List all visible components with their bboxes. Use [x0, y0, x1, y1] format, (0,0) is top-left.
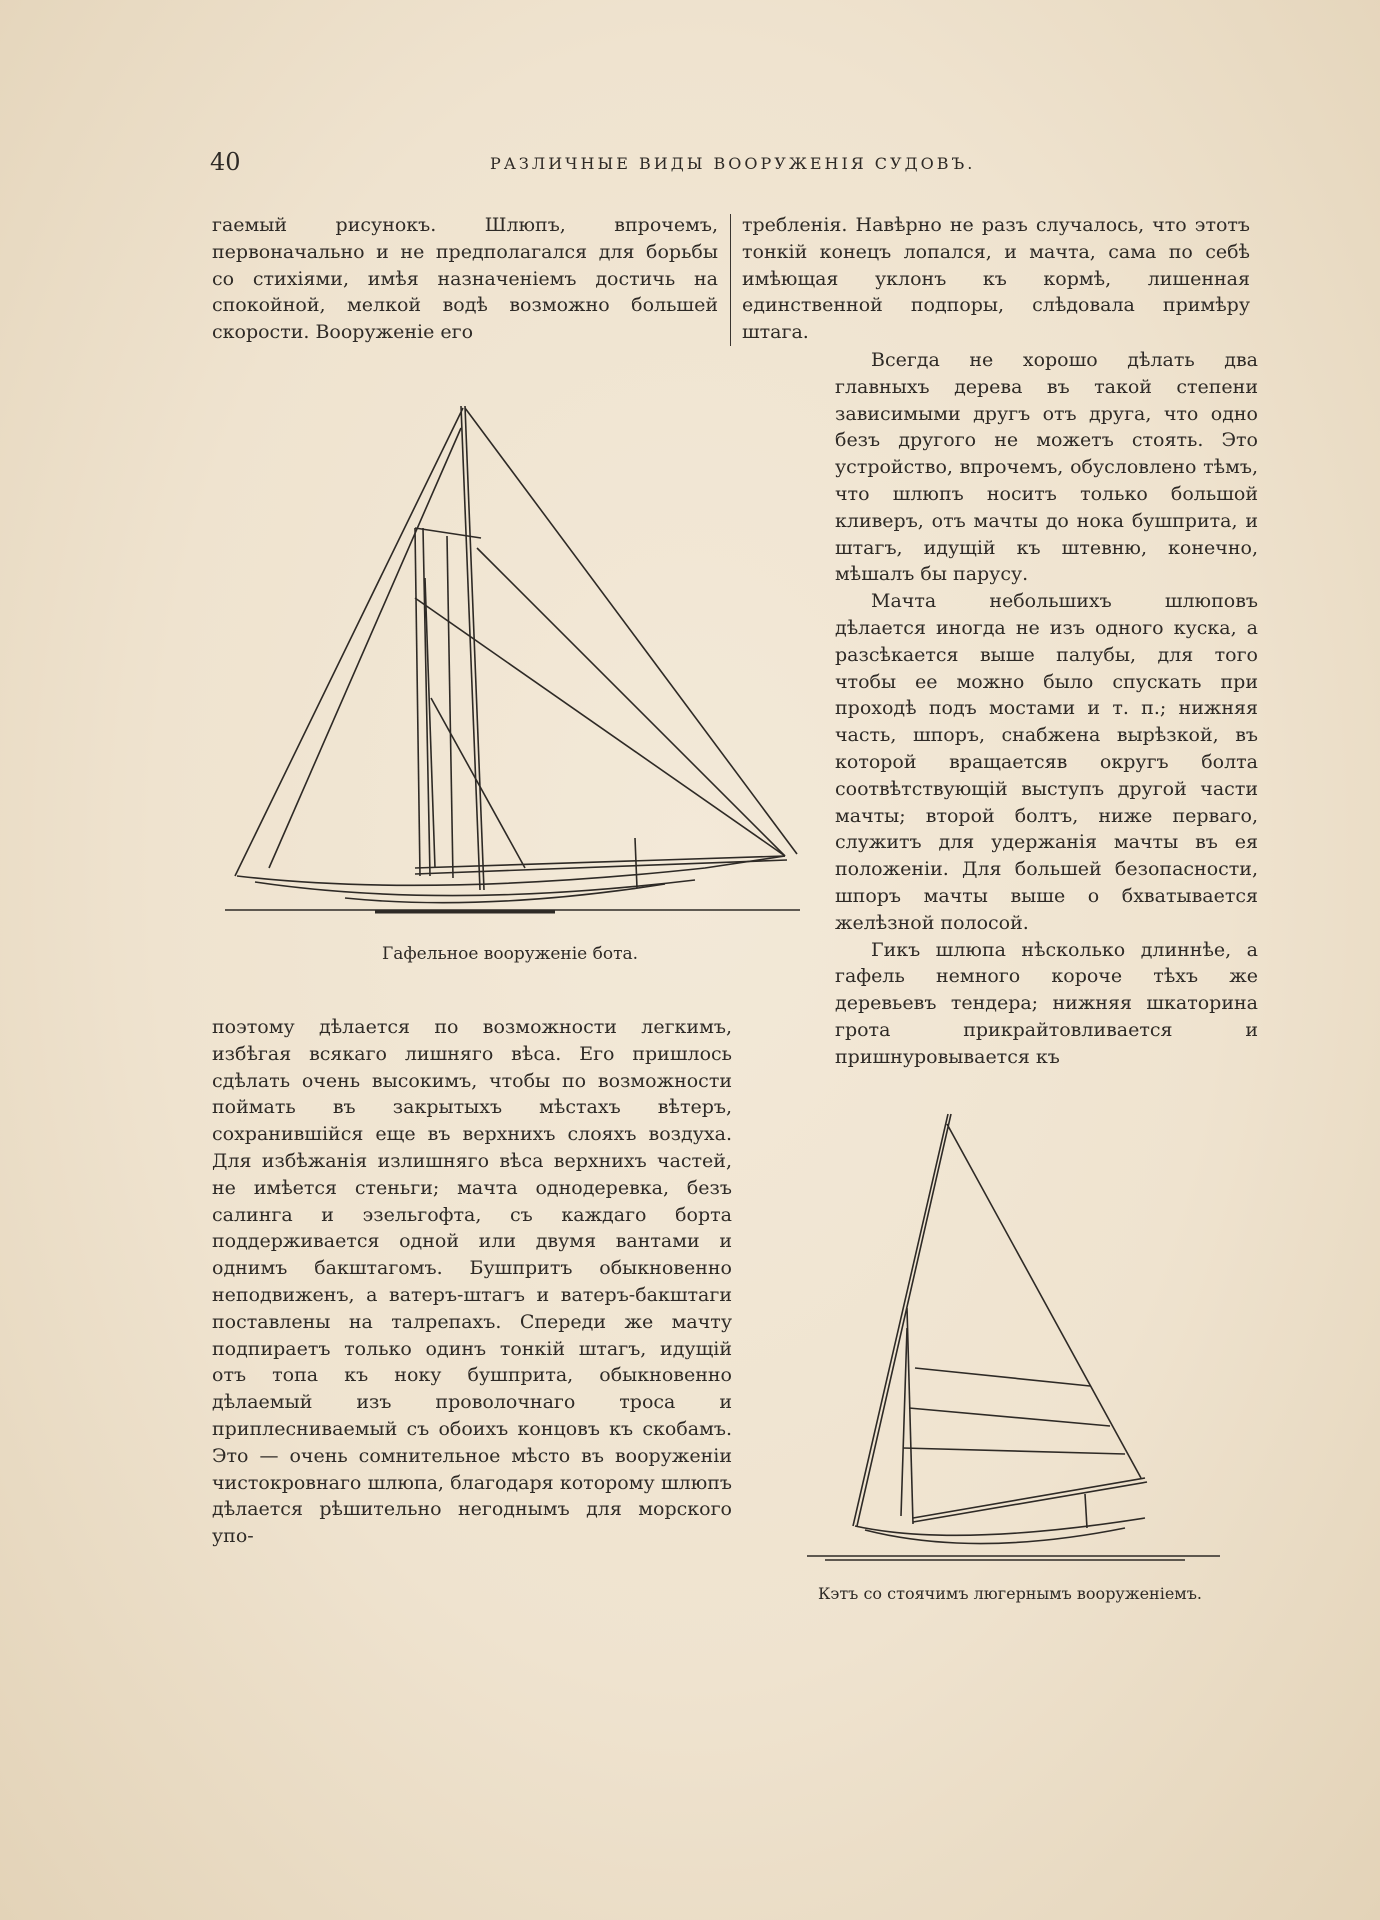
paragraph: Всегда не хорошо дѣлать два главныхъ дерева въ такой степени зависимыми другъ отъ друга, что одно безъ другого не можетъ стоять. Это устройство, впрочемъ, обусловлено тѣмъ, что шлюпъ носитъ только большой кливеръ, отъ мачты до нока бушприта, и штагъ, идущій къ штевню, конечно, мѣшалъ бы парусу. — [835, 349, 1258, 586]
figure-cat-boat — [805, 1108, 1225, 1578]
catboat-illustration — [805, 1108, 1225, 1578]
page-header — [210, 148, 1260, 188]
figure-gaff-rig — [225, 398, 805, 918]
paragraph: гаемый рисунокъ. Шлюпъ, впрочемъ, первоначально и не предполагался для борьбы со стихіями, имѣя назначеніемъ достичь на спокойной, мелкой водѣ возможно большей скорости. Вооруженіе его — [212, 214, 718, 344]
right-column-top — [742, 212, 1250, 346]
right-column-mid — [835, 347, 1258, 1071]
figure-caption-1: Гафельное вооруженіе бота. — [381, 944, 639, 964]
left-column-bottom — [212, 1014, 732, 1550]
figure-caption-2: Кэтъ со стоячимъ люгернымъ вооруженіемъ. — [817, 1584, 1202, 1603]
running-title: РАЗЛИЧНЫЕ ВИДЫ ВООРУЖЕНІЯ СУДОВЪ. — [490, 154, 976, 173]
column-divider — [730, 214, 731, 346]
paragraph: Гикъ шлюпа нѣсколько длиннѣе, а гафель немного короче тѣхъ же деревьевъ тендера; нижняя шкаторина грота прикрайтовливается и пришнуровывается къ — [835, 938, 1258, 1068]
left-column-top — [212, 212, 718, 346]
sloop-illustration — [225, 398, 805, 918]
paragraph: требленія. Навѣрно не разъ случалось, что этотъ тонкій конецъ лопался, и мачта, сама по себѣ имѣющая уклонъ къ кормѣ, лишенная единственной подпоры, слѣдовала примѣру штага. — [742, 214, 1250, 344]
paragraph: Мачта небольшихъ шлюповъ дѣлается иногда не изъ одного куска, а разсѣкается выше палубы, для того чтобы ее можно было спускать при проходѣ подъ мостами и т. п.; нижняя часть, шпоръ, снабжена вырѣзкой, въ которой вращаетсяв округъ болта соотвѣтствующій выступъ другой части мачты; второй болтъ, ниже перваго, служитъ для удержанія мачты въ ея положеніи. Для большей безопасности, шпоръ мачты выше о бхватывается желѣзной полосой. — [835, 590, 1258, 934]
paragraph: поэтому дѣлается по возможности легкимъ, избѣгая всякаго лишняго вѣса. Его пришлось сдѣлать очень высокимъ, чтобы по возможности поймать въ закрытыхъ мѣстахъ вѣтеръ, сохранившійся еще въ верхнихъ слояхъ воздуха. Для избѣжанія излишняго вѣса верхнихъ частей, не имѣется стеньги; мачта однодеревка, безъ салинга и эзельгофта, съ каждаго борта поддерживается одной или двумя вантами и однимъ бакштагомъ. Бушпритъ обыкновенно неподвиженъ, а ватеръ-штагъ и ватеръ-бакштаги поставлены на талрепахъ. Спереди же мачту подпираетъ только одинъ тонкій штагъ, идущій отъ топа къ ноку бушприта, обыкновенно дѣлаемый изъ проволочнаго троса и приплесниваемый съ обоихъ концовъ къ скобамъ. Это — очень сомнительное мѣсто въ вооруженіи чистокровнаго шлюпа, благодаря которому шлюпъ дѣлается рѣшительно негоднымъ для морского упо- — [212, 1016, 732, 1548]
page-number: 40 — [210, 148, 241, 176]
